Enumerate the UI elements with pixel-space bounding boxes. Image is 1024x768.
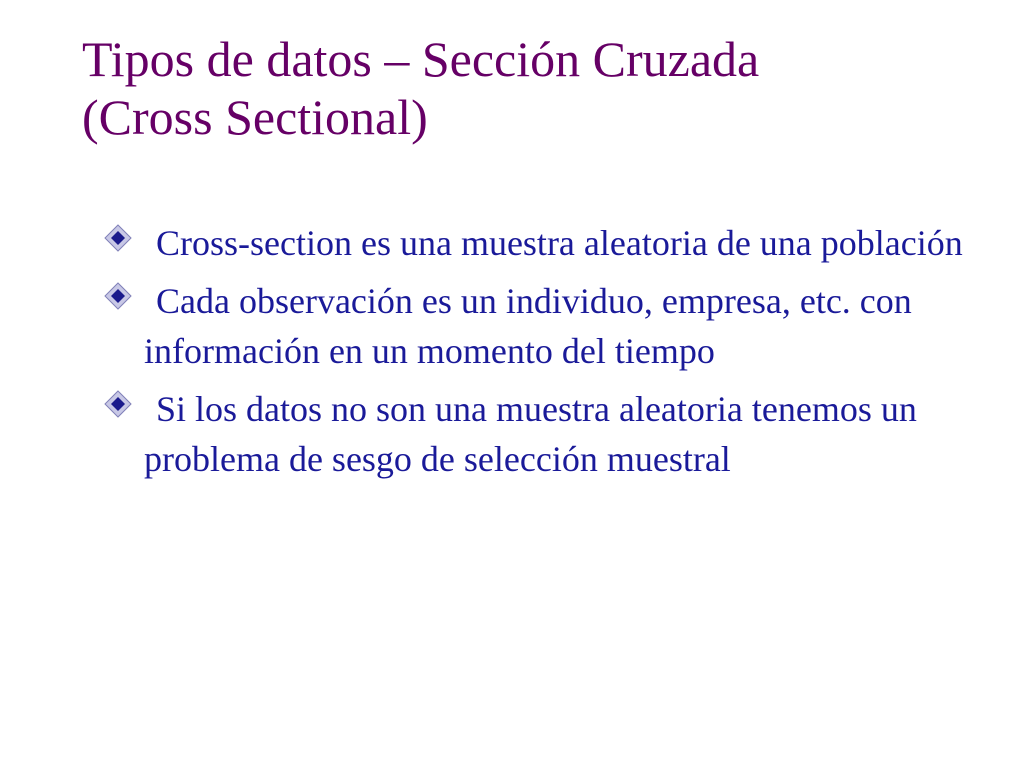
slide-title-line-1: Tipos de datos – Sección Cruzada (82, 31, 760, 87)
slide-title-line-2: (Cross Sectional) (82, 89, 428, 145)
bullet-item (104, 384, 984, 484)
bullet-text: Cross-section es una muestra aleatoria de una población (156, 223, 963, 263)
slide-title (82, 30, 982, 146)
diamond-bullet-icon (104, 390, 132, 418)
diamond-bullet-icon (104, 282, 132, 310)
diamond-bullet-icon (104, 224, 132, 252)
bullet-list (104, 218, 984, 492)
bullet-text: Si los datos no son una muestra aleatoria tenemos un problema de sesgo de selección muestral (144, 389, 917, 479)
bullet-text: Cada observación es un individuo, empresa, etc. con información en un momento del tiempo (144, 281, 912, 371)
bullet-item (104, 276, 984, 376)
bullet-item (104, 218, 984, 268)
